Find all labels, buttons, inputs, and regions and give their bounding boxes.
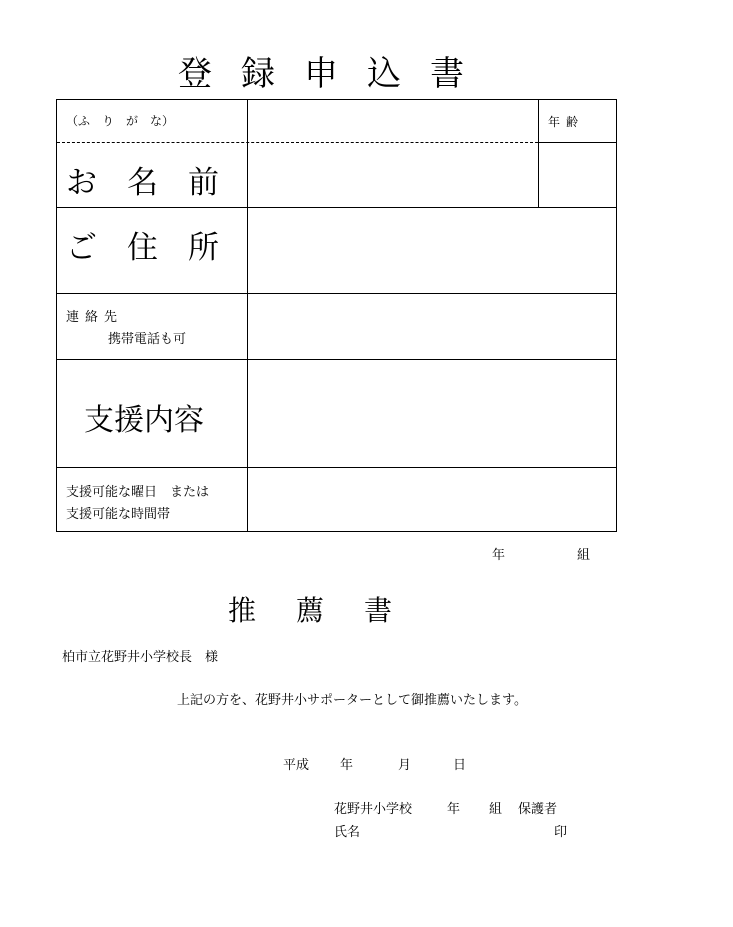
guardian-year-label: 年 xyxy=(447,802,461,817)
row-line-support xyxy=(56,467,617,468)
contact-label: 連絡先 xyxy=(66,310,124,325)
support-content-label: 支援内容 xyxy=(84,403,204,438)
signer-name-label: 氏名 xyxy=(334,825,361,840)
row-line-name xyxy=(56,207,617,208)
school-name: 花野井小学校 xyxy=(334,802,413,817)
recommendation-title: 推薦書 xyxy=(228,594,433,627)
addressee: 柏市立花野井小学校長 様 xyxy=(62,650,219,665)
date-month-label: 月 xyxy=(398,758,412,773)
age-header-line xyxy=(538,142,617,143)
row-line-contact xyxy=(56,359,617,360)
guardian-label: 保護者 xyxy=(518,802,558,817)
row-line-address xyxy=(56,293,617,294)
date-era-label: 平成 xyxy=(283,758,310,773)
furigana-dashed-line xyxy=(57,142,538,143)
table-border-top xyxy=(56,99,617,100)
age-column-divider xyxy=(538,99,539,207)
furigana-label: （ふ り が な） xyxy=(66,114,175,128)
guardian-class-label: 組 xyxy=(489,802,503,817)
date-day-label: 日 xyxy=(453,758,467,773)
recommendation-statement: 上記の方を、花野井小サポーターとして御推薦いたします。 xyxy=(177,693,527,708)
available-hours-label: 支援可能な時間帯 xyxy=(66,507,171,522)
form-title: 登録申込書 xyxy=(178,54,493,94)
grade-year-label: 年 xyxy=(492,548,506,563)
name-label: お名前 xyxy=(66,165,249,201)
date-year-label: 年 xyxy=(340,758,354,773)
seal-label: 印 xyxy=(554,825,568,840)
age-label: 年齢 xyxy=(548,115,585,129)
table-border-bottom xyxy=(56,531,617,532)
contact-sub-label: 携帯電話も可 xyxy=(108,332,187,347)
grade-class-label: 組 xyxy=(577,548,591,563)
available-days-label: 支援可能な曜日 または xyxy=(66,485,210,500)
address-label: ご住所 xyxy=(66,230,249,266)
